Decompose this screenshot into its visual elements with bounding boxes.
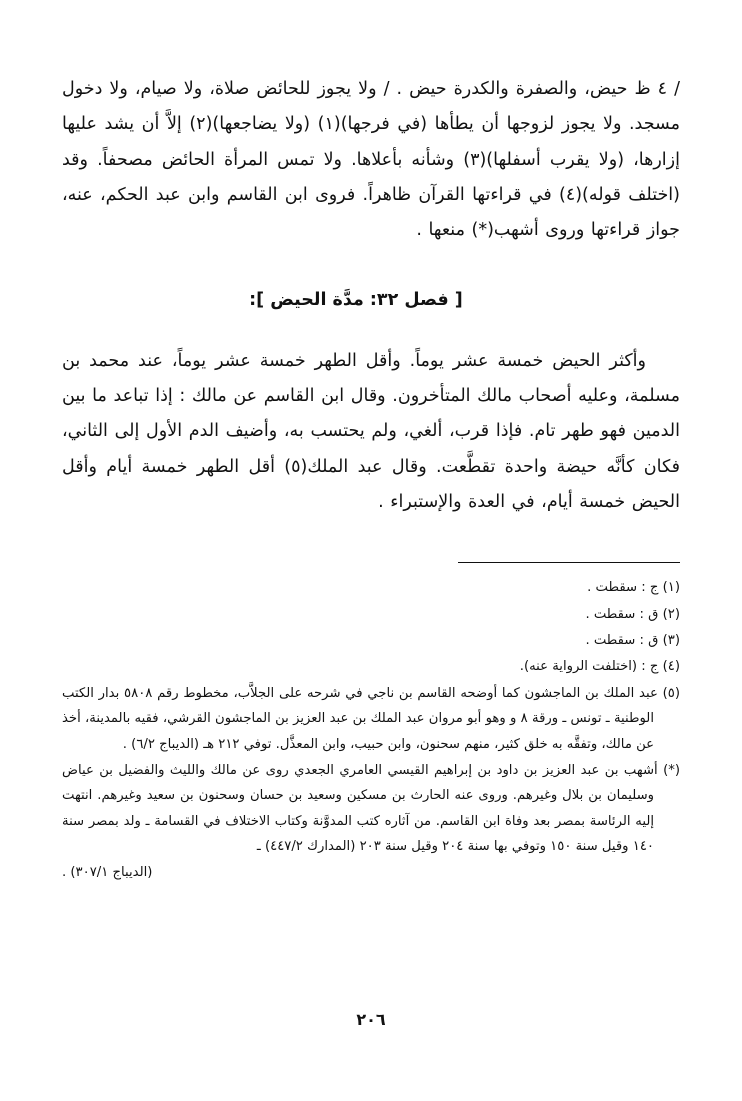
footnote-rule: [458, 562, 680, 563]
footnote-text: ق : سقطت .: [585, 633, 659, 649]
footnote-separator: [62, 562, 680, 563]
footnote-item: [62, 628, 680, 653]
page-number: ٢٠٦: [356, 1010, 386, 1029]
footnote-item: [62, 575, 680, 600]
paragraph-2: وأكثر الحيض خمسة عشر يوماً. وأقل الطهر خمسة عشر يوماً، عند محمد بن مسلمة، وعليه أصحاب مالك المتأخرون. وقال ابن القاسم عن مالك : إذا تباعد ما بين الدمين فهو طهر تام. فإذا قرب، ألغي، ولم يحتسب به، وأضيف الدم الأول إلى الثاني، فكان كأنَّه حيضة واحدة تقطَّعت. وقال عبد الملك(٥) أقل الطهر خمسة أيام وأقل الحيض خمسة أيام، في العدة والإستبراء .: [62, 350, 681, 513]
footnote-item: [62, 681, 680, 757]
footnote-text: ج : سقطت .: [587, 580, 659, 596]
footnote-marker: (٣): [662, 633, 680, 649]
footnote-text: ق : سقطت .: [585, 606, 659, 622]
second-text-block: [62, 344, 680, 521]
footnote-text: عبد الملك بن الماجشون كما أوضحه القاسم بن ناجي في شرحه على الجلاَّب، مخطوط رقم ٥٨٠٨ بدار الكتب الوطنية ـ تونس ـ ورقة ٨ و وهو أبو مروان عبد الملك بن عبد العزيز بن الماجشون القرشي، فقيه بالمدينة، أخذ عن مالك، وتفقَّه به خلق كثير، منهم سحنون، وابن حبيب، وابن المعذَّل. توفي ٢١٢ هـ (الديباج ٦/٢) .: [62, 685, 658, 752]
spacer: [62, 249, 680, 283]
footnote-item: [62, 602, 680, 627]
spacer: [62, 318, 680, 344]
footnote-text: أشهب بن عبد العزيز بن داود بن إبراهيم القيسي العامري الجعدي روى عن مالك والليث والفضيل بن عياض وسليمان بن بلال وغيرهم. وروى عنه الحارث بن مسكين وسعيد بن حسان وسحنون بن سعيد وغيرهم. انتهت إليه الرئاسة بمصر بعد وفاة ابن القاسم. من آثاره كتب المدوَّنة وكتاب الاختلاف في القسامة ـ ولد بمصر سنة ١٤٠ وقيل سنة ١٥٠ وتوفي بها سنة ٢٠٤ وقيل سنة ٢٠٣ (المدارك ٤٤٧/٢) ـ: [62, 762, 658, 854]
footnote-item: [62, 758, 680, 859]
footnote-marker: (٢): [662, 606, 680, 622]
main-text-block: [62, 72, 680, 249]
paragraph-1: / ٤ ظ حيض، والصفرة والكدرة حيض . / ولا يجوز للحائض صلاة، ولا صيام، ولا دخول مسجد. ولا يجوز لزوجها أن يطأها (في فرجها)(١) (ولا يضاجعها)(٢) إلاَّ أن يشد عليها إزارها، (ولا يقرب أسفلها)(٣) وشأنه بأعلاها. ولا تمس المرأة الحائض مصحفاً. وقد (اختلف قوله)(٤) في قراءتها القرآن ظاهراً. فروى ابن القاسم وابن عبد الحكم، عنه، جواز قراءتها وروى أشهب(*) منعها .: [62, 79, 681, 241]
footnote-marker: (٤): [662, 659, 680, 675]
section-heading: [ فصل ٣٢: مدَّة الحيض ]:: [249, 289, 463, 310]
footnote-text: (الديباج ٣٠٧/١) .: [62, 865, 153, 881]
footnote-text: ج : (اختلفت الرواية عنه).: [519, 659, 659, 675]
footnote-marker: (*): [663, 762, 680, 778]
footnotes-block: [62, 575, 680, 885]
footnote-item: [62, 654, 680, 679]
footnote-item-continuation: [62, 860, 680, 885]
footnote-marker: (١): [662, 580, 680, 596]
footnote-marker: (٥): [662, 685, 680, 701]
